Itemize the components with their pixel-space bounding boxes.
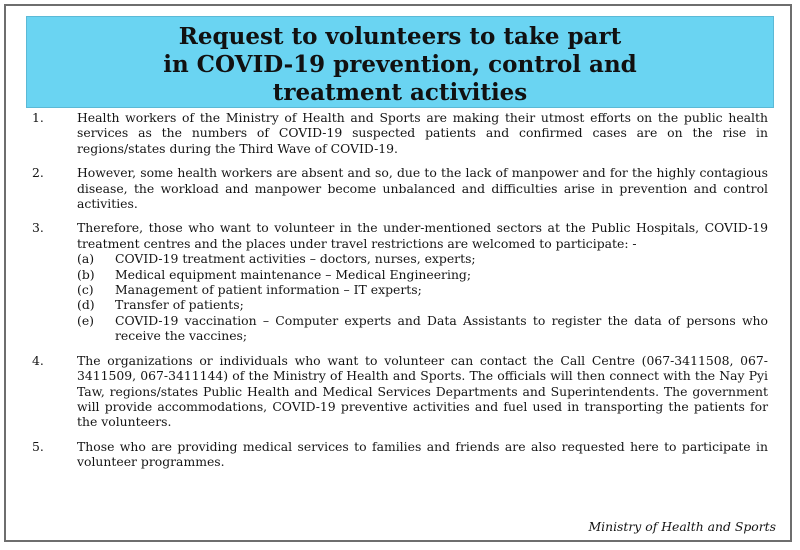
sub-item-text: Transfer of patients; [115, 297, 244, 313]
sub-item-text: Medical equipment maintenance – Medical Engineering; [115, 266, 472, 282]
list-item-3 [24, 220, 768, 343]
list-item-1 [24, 110, 768, 156]
sub-item-letter: (c) [77, 282, 94, 298]
list-item-5 [24, 439, 768, 470]
list-item-4 [24, 353, 768, 430]
item-number: 5. [32, 438, 44, 454]
list-item-2 [24, 165, 768, 211]
sub-item-letter: (e) [77, 312, 95, 328]
sub-item-b [77, 267, 768, 282]
item-text: However, some health workers are absent and so, due to the lack of manpower and for the highly contagious disease, the workload and manpower become unbalanced and difficulties arise in prevention and control activities. [77, 165, 768, 212]
sub-item-text: COVID-19 treatment activities – doctors, nurses, experts; [115, 251, 476, 267]
sub-item-text: COVID-19 vaccination – Computer experts and Data Assistants to register the data of persons who receive the vaccines; [115, 312, 768, 344]
sub-item-letter: (b) [77, 266, 95, 282]
signature: Ministry of Health and Sports [588, 519, 776, 534]
item-number: 1. [32, 110, 44, 125]
title-line-3: treatment activities [272, 79, 528, 106]
title-line-1: Request to volunteers to take part [178, 23, 622, 50]
sub-item-c [77, 282, 768, 297]
item-text: The organizations or individuals who want to volunteer can contact the Call Centre (067-3411508, 067-3411509, 067-3411144) of the Ministry of Health and Sports. The officials will then connect with the Nay Pyi Taw, regions/states Public Health and Medical Services Departments and Superintendents. The government will provide accommodations, COVID-19 preventive activities and fuel used in transporting the patients for the volunteers. [77, 352, 768, 430]
sub-item-letter: (d) [77, 297, 95, 313]
volunteer-sectors-list [77, 251, 768, 343]
sub-item-e [77, 313, 768, 344]
item-number: 2. [32, 165, 44, 181]
sub-item-d [77, 297, 768, 312]
item-number: 3. [32, 220, 44, 236]
sub-item-letter: (a) [77, 251, 95, 267]
title-banner [26, 16, 774, 108]
notice-body [24, 110, 768, 479]
sub-item-text: Management of patient information – IT experts; [115, 282, 422, 298]
item-number: 4. [32, 352, 44, 368]
title-line-2: in COVID-19 prevention, control and [163, 51, 637, 78]
sub-item-a [77, 251, 768, 266]
item-text: Health workers of the Ministry of Health and Sports are making their utmost efforts on the public health services as the numbers of COVID-19 suspected patients and confirmed cases are on the rise in regions/states during the Third Wave of COVID-19. [77, 110, 768, 156]
item-text: Therefore, those who want to volunteer in the under-mentioned sectors at the Public Hospitals, COVID-19 treatment centres and the places under travel restrictions are welcomed to participate: - [77, 220, 768, 251]
item-text: Those who are providing medical services to families and friends are also requested here to participate in volunteer programmes. [77, 438, 768, 470]
